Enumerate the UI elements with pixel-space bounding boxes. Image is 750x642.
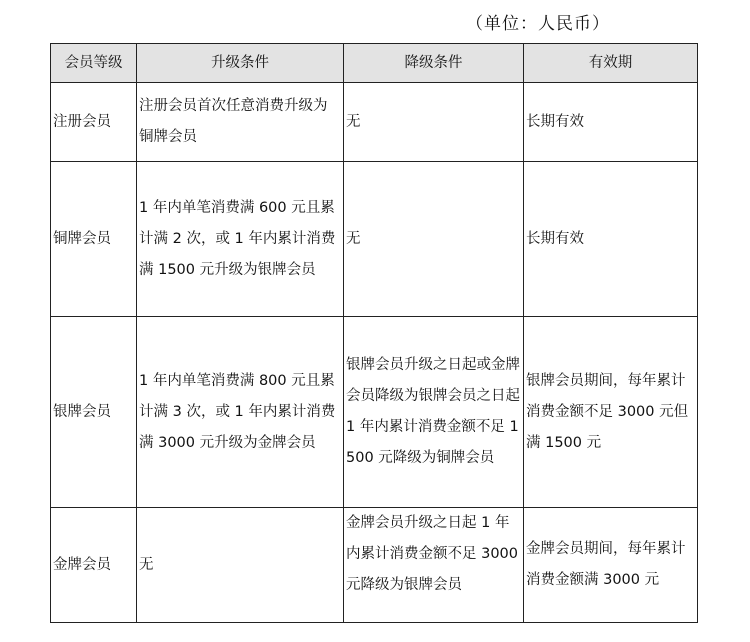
cell-level: 铜牌会员: [51, 162, 137, 317]
header-level: 会员等级: [51, 44, 137, 83]
cell-upgrade: 1 年内单笔消费满 600 元且累计满 2 次，或 1 年内累计消费满 1500 元升级为银牌会员: [137, 162, 344, 317]
table-row: [51, 317, 698, 508]
header-upgrade: 升级条件: [137, 44, 344, 83]
table-header-row: [51, 44, 698, 83]
unit-note: （单位：人民币）: [466, 14, 610, 34]
cell-level: 银牌会员: [51, 317, 137, 508]
cell-validity: 金牌会员期间，每年累计消费金额满 3000 元: [524, 508, 698, 623]
table-row: [51, 508, 698, 623]
membership-table: [50, 43, 698, 623]
table-row: [51, 83, 698, 162]
header-validity: 有效期: [524, 44, 698, 83]
cell-validity: 长期有效: [524, 162, 698, 317]
cell-downgrade: 无: [344, 162, 524, 317]
cell-downgrade: 银牌会员升级之日起或金牌会员降级为银牌会员之日起 1 年内累计消费金额不足 1500 元降级为铜牌会员: [344, 317, 524, 508]
cell-downgrade: 无: [344, 83, 524, 162]
table-row: [51, 162, 698, 317]
cell-downgrade: 金牌会员升级之日起 1 年内累计消费金额不足 3000 元降级为银牌会员: [344, 508, 524, 623]
cell-upgrade: 无: [137, 508, 344, 623]
cell-validity: 长期有效: [524, 83, 698, 162]
cell-upgrade: 注册会员首次任意消费升级为铜牌会员: [137, 83, 344, 162]
cell-validity: 银牌会员期间，每年累计消费金额不足 3000 元但满 1500 元: [524, 317, 698, 508]
cell-upgrade: 1 年内单笔消费满 800 元且累计满 3 次，或 1 年内累计消费满 3000 元升级为金牌会员: [137, 317, 344, 508]
cell-level: 金牌会员: [51, 508, 137, 623]
cell-level: 注册会员: [51, 83, 137, 162]
header-downgrade: 降级条件: [344, 44, 524, 83]
